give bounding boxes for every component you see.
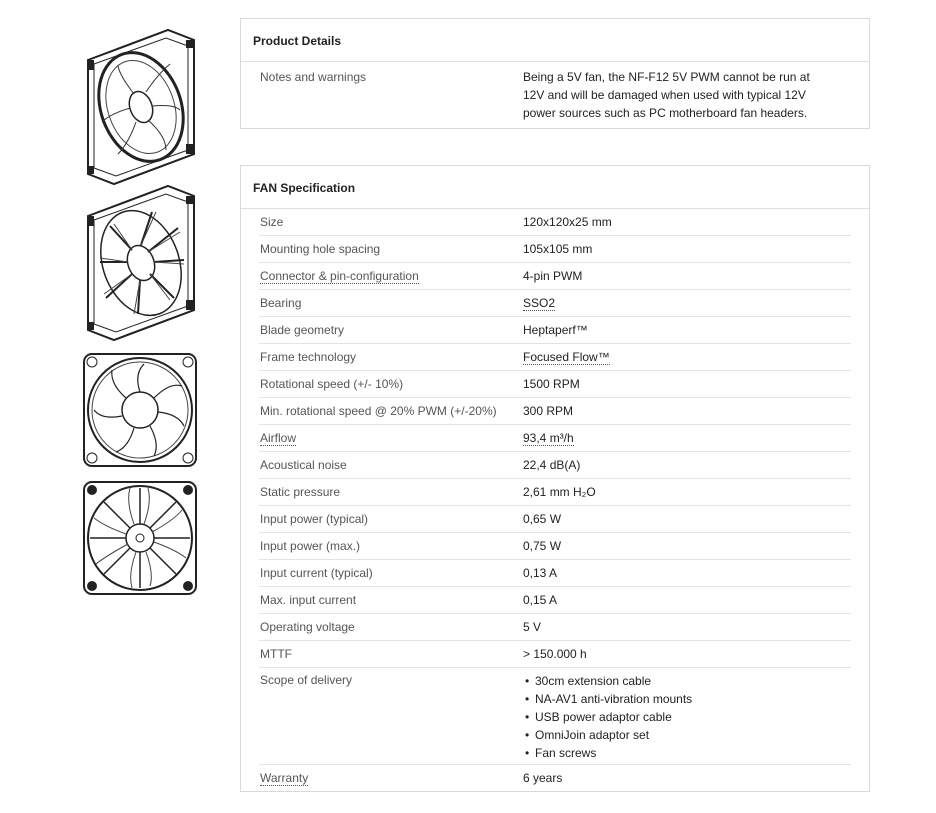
product-details-header — [241, 19, 869, 62]
blade-value: Heptaperf™ — [523, 323, 588, 337]
spec-row-voltage — [259, 614, 851, 641]
spec-row-mounting — [259, 236, 851, 263]
size-value: 120x120x25 mm — [523, 215, 612, 229]
product-details-panel — [240, 18, 870, 129]
list-item: • OmniJoin adaptor set — [535, 726, 851, 744]
warranty-value: 6 years — [523, 771, 563, 785]
current-max-value: 0,15 A — [523, 593, 558, 607]
spec-row-scope — [259, 668, 851, 765]
power-typical-value: 0,65 W — [523, 512, 562, 526]
pressure-value: 2,61 mm H₂O — [523, 485, 596, 499]
spec-row-power-typical — [259, 506, 851, 533]
power-typical-label: Input power (typical) — [260, 512, 369, 526]
fan-spec-header — [241, 166, 869, 209]
airflow-label-link[interactable]: Airflow — [260, 431, 297, 445]
frame-label: Frame technology — [260, 350, 357, 364]
fan-thumbnail-back[interactable] — [82, 480, 202, 596]
fan-thumbnail-angled-front[interactable] — [82, 26, 202, 186]
fan-back-icon — [82, 480, 198, 596]
spec-row-current-typical — [259, 560, 851, 587]
mounting-label: Mounting hole spacing — [260, 242, 381, 256]
fan-thumbnail-front[interactable] — [82, 352, 202, 468]
spec-row-pressure — [259, 479, 851, 506]
pressure-label: Static pressure — [260, 485, 341, 499]
warranty-label-link[interactable]: Warranty — [260, 771, 309, 785]
notes-value: Being a 5V fan, the NF-F12 5V PWM cannot be run at 12V and will be damaged when used with typical 12V power sources such as PC motherboard fan headers. — [523, 70, 810, 120]
list-item: • USB power adaptor cable — [535, 708, 851, 726]
spec-row-size — [259, 209, 851, 236]
size-label: Size — [260, 215, 284, 229]
connector-value: 4-pin PWM — [523, 269, 583, 283]
current-typical-label: Input current (typical) — [260, 566, 373, 580]
spec-row-notes — [259, 62, 851, 128]
fan-front-icon — [82, 352, 198, 468]
fan-angled-back-icon — [82, 182, 198, 342]
min-speed-value: 300 RPM — [523, 404, 574, 418]
min-speed-label: Min. rotational speed @ 20% PWM (+/-20%) — [260, 404, 497, 418]
speed-label: Rotational speed (+/- 10%) — [260, 377, 404, 391]
spec-row-blade — [259, 317, 851, 344]
spec-row-frame — [259, 344, 851, 371]
voltage-value: 5 V — [523, 620, 542, 634]
scope-list — [523, 672, 851, 762]
spec-row-airflow — [259, 425, 851, 452]
spec-row-bearing — [259, 290, 851, 317]
fan-thumbnail-angled-back[interactable] — [82, 182, 202, 342]
bearing-value-link[interactable]: SSO2 — [523, 296, 556, 310]
spec-row-connector — [259, 263, 851, 290]
airflow-value-link[interactable]: 93,4 m³/h — [523, 431, 574, 445]
fan-angled-front-icon — [82, 26, 198, 186]
speed-value: 1500 RPM — [523, 377, 580, 391]
frame-value-link[interactable]: Focused Flow™ — [523, 350, 610, 364]
voltage-label: Operating voltage — [260, 620, 355, 634]
blade-label: Blade geometry — [260, 323, 345, 337]
fan-spec-title: FAN Specification — [253, 181, 356, 195]
spec-row-power-max — [259, 533, 851, 560]
notes-label: Notes and warnings — [260, 70, 367, 84]
spec-row-warranty — [259, 765, 851, 791]
spec-row-noise — [259, 452, 851, 479]
product-details-title: Product Details — [253, 34, 342, 48]
scope-label: Scope of delivery — [260, 673, 353, 687]
list-item: • Fan screws — [535, 744, 851, 762]
noise-label: Acoustical noise — [260, 458, 347, 472]
spec-row-current-max — [259, 587, 851, 614]
power-max-value: 0,75 W — [523, 539, 562, 553]
current-typical-value: 0,13 A — [523, 566, 558, 580]
noise-value: 22,4 dB(A) — [523, 458, 581, 472]
fan-specification-panel — [240, 165, 870, 792]
mttf-value: > 150.000 h — [523, 647, 587, 661]
current-max-label: Max. input current — [260, 593, 357, 607]
list-item: • 30cm extension cable — [535, 672, 851, 690]
list-item: • NA-AV1 anti-vibration mounts — [535, 690, 851, 708]
bearing-label: Bearing — [260, 296, 302, 310]
mttf-label: MTTF — [260, 647, 292, 661]
connector-label-link[interactable]: Connector & pin-configuration — [260, 269, 419, 283]
spec-row-min-speed — [259, 398, 851, 425]
mounting-value: 105x105 mm — [523, 242, 593, 256]
spec-row-mttf — [259, 641, 851, 668]
power-max-label: Input power (max.) — [260, 539, 361, 553]
spec-row-speed — [259, 371, 851, 398]
